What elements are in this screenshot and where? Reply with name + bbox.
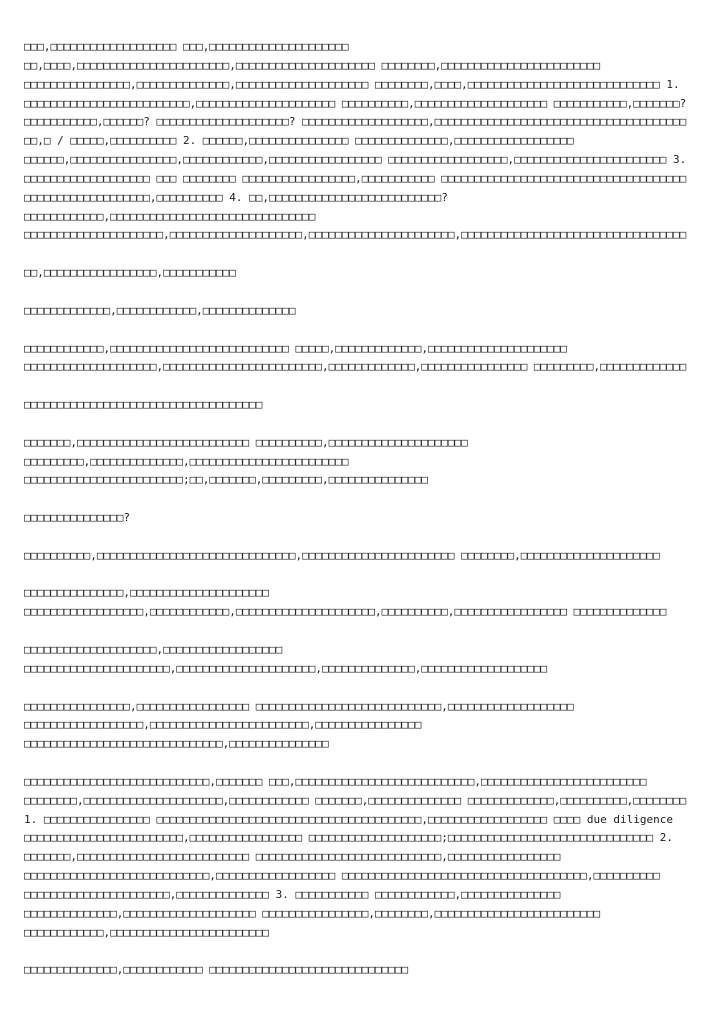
text-line: □□□□□□□□□□□,□□□□□□? □□□□□□□□□□□□□□□□□□□□? □□□□□□□□□□□□□□□□□□□,□□□□□□□□□□□□□□□□□□□□□□□□□□□□□□□□□□□□□□	[24, 115, 687, 129]
text-line: □□□□□□□□□□□□□,□□□□□□□□□□□□,□□□□□□□□□□□□□□	[24, 303, 296, 317]
paragraph	[24, 340, 696, 378]
paragraph	[24, 547, 696, 566]
text-line: □□□,□□□□□□□□□□□□□□□□□□□ □□□,□□□□□□□□□□□□□□□□□□□□□	[24, 40, 349, 53]
text-line: □□□□□□□□□□□□□□□□□□□□□,□□□□□□□□□□□□□□□□□□□□,□□□□□□□□□□□□□□□□□□□□□□,□□□□□□□□□□□□□□□□□□□□□□□□□□□□□□□□□□	[24, 228, 687, 242]
text-line: □□□□□□□□□□□□,□□□□□□□□□□□□□□□□□□□□□□□□□□□□□□□	[24, 209, 316, 223]
text-line: □□□□□□□□□□□□□□□□□□,□□□□□□□□□□□□□□□□□□□□□□□□,□□□□□□□□□□□□□□□□	[24, 718, 422, 732]
paragraph	[24, 773, 696, 943]
paragraph	[24, 584, 696, 622]
text-line: □□□□□□□,□□□□□□□□□□□□□□□□□□□□□□□□□□ □□□□□□□□□□,□□□□□□□□□□□□□□□□□□□□□	[24, 435, 468, 449]
text-line: □□□□□□□□□□□□□□□□□□□□□□□□□□□□,□□□□□□□□□□□□□□□□□□ □□□□□□□□□□□□□□□□□□□□□□□□□□□□□□□□□□□□□,□□□□□□□□□□	[24, 869, 660, 883]
text-line: □□□□□□□□□□□□□□□□□□□□□□,□□□□□□□□□□□□□□□□□□□□□,□□□□□□□□□□□□□□,□□□□□□□□□□□□□□□□□□□	[24, 661, 548, 675]
paragraph	[24, 698, 696, 755]
text-line: 1. □□□□□□□□□□□□□□□□ □□□□□□□□□□□□□□□□□□□□□□□□□□□□□□□□□□□□□□□□,□□□□□□□□□□□□□□□□□□ □□□□ due diligence	[24, 812, 674, 826]
paragraph	[24, 38, 696, 245]
text-line: □□□□□□□□□□□□□□□□□□□□□□□□□,□□□□□□□□□□□□□□□□□□□□□ □□□□□□□□□□,□□□□□□□□□□□□□□□□□□□□ □□□□□□□□□□□,□□□□□□□?	[24, 96, 687, 110]
paragraph	[24, 509, 696, 528]
text-line: □□□□□□□□□□□□□□□□□□□□,□□□□□□□□□□□□□□□□□□	[24, 643, 283, 656]
text-line: □□□□□□□□□□□□,□□□□□□□□□□□□□□□□□□□□□□□□	[24, 925, 270, 939]
text-line: □□□□□□□□□□□□□□□□□□□□□□□□□□□□,□□□□□□□ □□□,□□□□□□□□□□□□□□□□□□□□□□□□□□□,□□□□□□□□□□□□□□□□□□□□□□□□□	[24, 774, 647, 788]
paragraph	[24, 434, 696, 491]
text-line: □□□□□□□□□□□□□□□□□□□□□□□□□□□□□□□□□□□□	[24, 398, 263, 412]
text-line: □□□□□□□□□□□□,□□□□□□□□□□□□□□□□□□□□□□□□□□□ □□□□□,□□□□□□□□□□□□□,□□□□□□□□□□□□□□□□□□□□□	[24, 341, 568, 355]
text-line: □□□□□□□□□□□□□□□,□□□□□□□□□□□□□□□□□□□□□	[24, 586, 270, 600]
text-line: □□□□□□□□□□□□□□□□,□□□□□□□□□□□□□□,□□□□□□□□□□□□□□□□□□□□ □□□□□□□□,□□□□,□□□□□□□□□□□□□□□□□□□□□□□□□□□□□ 1.	[24, 77, 680, 91]
text-line: □□□□□□□□□□□□□□□□□□□ □□□ □□□□□□□□ □□□□□□□□□□□□□□□□□,□□□□□□□□□□□ □□□□□□□□□□□□□□□□□□□□□□□□□□□□□□□□□□□□□	[24, 171, 687, 185]
text-line: □□□□□□□□□□□□□□,□□□□□□□□□□□□□□□□□□□□ □□□□□□□□□□□□□□□□,□□□□□□□□,□□□□□□□□□□□□□□□□□□□□□□□□□	[24, 906, 601, 920]
text-line: □□□□□□□□□□□□□□□□□□□□□□□□□□□□□□,□□□□□□□□□□□□□□□	[24, 737, 329, 751]
text-line: □□□□□□□□□□□□□□□□□□□□□□,□□□□□□□□□□□□□□ 3. □□□□□□□□□□□ □□□□□□□□□□□□,□□□□□□□□□□□□□□□	[24, 887, 561, 901]
paragraph	[24, 264, 696, 283]
text-line: □□□□□□□□□,□□□□□□□□□□□□□□,□□□□□□□□□□□□□□□□□□□□□□□□	[24, 454, 349, 468]
paragraph	[24, 396, 696, 415]
text-line: □□□□□□□,□□□□□□□□□□□□□□□□□□□□□□□□□□ □□□□□□□□□□□□□□□□□□□□□□□□□□□□,□□□□□□□□□□□□□□□□□	[24, 850, 561, 864]
text-line: □□□□□□□□,□□□□□□□□□□□□□□□□□□□□□,□□□□□□□□□□□□ □□□□□□□,□□□□□□□□□□□□□□ □□□□□□□□□□□□□,□□□□□□□□□□,□□□□□□□□	[24, 793, 687, 807]
paragraph	[24, 961, 696, 980]
text-line: □□□□□□□□□□□□□□□□□□,□□□□□□□□□□□□,□□□□□□□□□□□□□□□□□□□□□,□□□□□□□□□□,□□□□□□□□□□□□□□□□□ □□□□□□□□□□□□□□	[24, 605, 667, 619]
text-line: □□□□□□□□□□□□□□□□,□□□□□□□□□□□□□□□□□ □□□□□□□□□□□□□□□□□□□□□□□□□□□□,□□□□□□□□□□□□□□□□□□□	[24, 699, 574, 713]
paragraph	[24, 302, 696, 321]
text-line: □□,□□□□□□□□□□□□□□□□□,□□□□□□□□□□□	[24, 266, 236, 280]
paragraph	[24, 641, 696, 679]
text-line: □□□□□□□□□□□□□□□□□□□□□□□□,□□□□□□□□□□□□□□□□□ □□□□□□□□□□□□□□□□□□□□;□□□□□□□□□□□□□□□□□□□□□□□□□□□□□□□ 2.	[24, 831, 674, 845]
text-line: □□□□□□,□□□□□□□□□□□□□□□□,□□□□□□□□□□□□,□□□□□□□□□□□□□□□□□ □□□□□□□□□□□□□□□□□□,□□□□□□□□□□□□□□□□□□□□□□□ 3.	[24, 153, 687, 167]
text-line: □□□□□□□□□□□□□□□□□□□□□□□□;□□,□□□□□□□,□□□□□□□□□,□□□□□□□□□□□□□□□	[24, 473, 428, 487]
text-line: □□□□□□□□□□□□□□□□□□□□,□□□□□□□□□□□□□□□□□□□□□□□□,□□□□□□□□□□□□□,□□□□□□□□□□□□□□□□ □□□□□□□□□,□□□□□□□□□□□□□	[24, 360, 687, 374]
text-line: □□,□□□□,□□□□□□□□□□□□□□□□□□□□□□□,□□□□□□□□□□□□□□□□□□□□□ □□□□□□□□,□□□□□□□□□□□□□□□□□□□□□□□□	[24, 58, 601, 72]
text-line: □□□□□□□□□□□□□□□□□□□,□□□□□□□□□□ 4. □□,□□□□□□□□□□□□□□□□□□□□□□□□□□?	[24, 190, 448, 204]
text-line: □□,□ / □□□□□,□□□□□□□□□□ 2. □□□□□□,□□□□□□□□□□□□□□□ □□□□□□□□□□□□□□,□□□□□□□□□□□□□□□□□□	[24, 134, 574, 148]
text-line: □□□□□□□□□□□□□□□?	[24, 511, 130, 525]
text-line: □□□□□□□□□□□□□□,□□□□□□□□□□□□ □□□□□□□□□□□□□□□□□□□□□□□□□□□□□□	[24, 963, 409, 977]
text-line: □□□□□□□□□□,□□□□□□□□□□□□□□□□□□□□□□□□□□□□□□,□□□□□□□□□□□□□□□□□□□□□□□ □□□□□□□□,□□□□□□□□□□□□□□□□□□□□□	[24, 548, 660, 562]
